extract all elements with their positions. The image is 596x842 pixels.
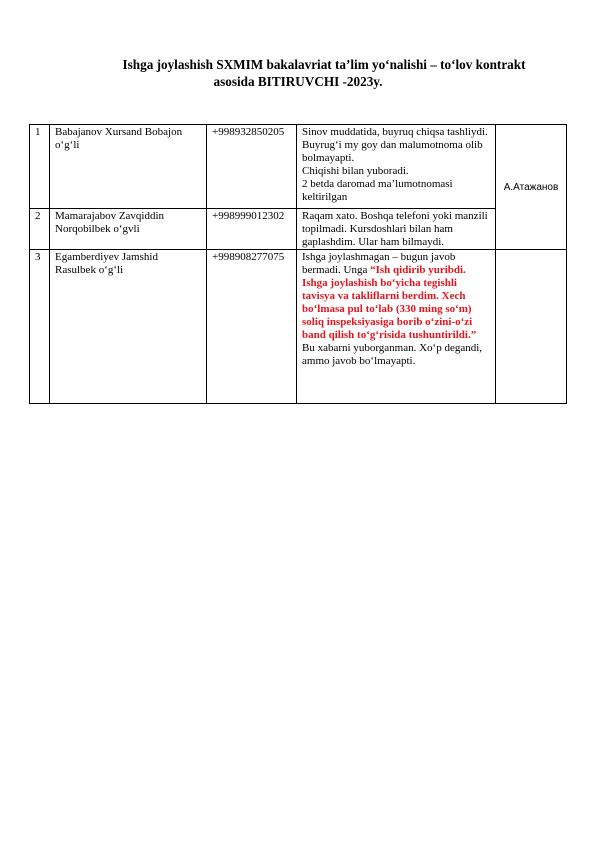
graduates-table <box>29 124 567 404</box>
table-row <box>30 250 567 404</box>
row-number: 3 <box>30 250 50 404</box>
status-note <box>297 250 496 404</box>
graduate-name: Egamberdiyev Jamshid Rasulbek o‘g‘li <box>50 250 207 404</box>
phone-number: +998999012302 <box>207 209 297 250</box>
note-line: 2 betda daromad ma’lumotnomasi keltirilgan <box>302 178 453 203</box>
row-number: 1 <box>30 125 50 209</box>
phone-number: +998908277075 <box>207 250 297 404</box>
document-title <box>0 56 596 90</box>
table-row <box>30 209 567 250</box>
title-line-1: Ishga joylashish SXMIM bakalavriat ta’lim yo‘nalishi – to‘lov kontrakt <box>122 57 526 72</box>
table-row <box>30 125 567 209</box>
row-number: 2 <box>30 209 50 250</box>
note-text: Ishga joylashmagan – bugun javob bermadi. Unga <box>302 251 456 276</box>
graduate-name: Babajanov Xursand Bobajon o‘g‘li <box>50 125 207 209</box>
curator-name: А.Атажанов <box>496 125 567 250</box>
highlighted-note: “Ish qidirib yuribdi. Ishga joylashish bo‘yicha tegishli tavisya va takliflarni berdim. Xech bo‘lmasa pul to‘lab (330 ming so‘m) soliq inspeksiyasiga borib o‘zini-o‘zi band qilish to‘g‘risida tushuntirildi.” <box>302 264 477 341</box>
note-text: Bu xabarni yuborganman. Xo‘p degandi, ammo javob bo‘lmayapti. <box>302 342 483 367</box>
status-note <box>297 125 496 209</box>
empty-cell <box>496 250 567 404</box>
note-line: Sinov muddatida, buyruq chiqsa tashliydi. Buyrug‘i my goy dan malumotnoma olib bolmayapti. <box>302 126 488 164</box>
note-line: Chiqishi bilan yuboradi. <box>302 165 409 177</box>
title-line-2: asosida BITIRUVCHI -2023y. <box>213 74 383 89</box>
phone-number: +998932850205 <box>207 125 297 209</box>
graduate-name: Mamarajabov Zavqiddin Norqobilbek o‘gvli <box>50 209 207 250</box>
status-note: Raqam xato. Boshqa telefoni yoki manzili topilmadi. Kursdoshlari bilan ham gaplashdim. Ular ham bilmaydi. <box>297 209 496 250</box>
